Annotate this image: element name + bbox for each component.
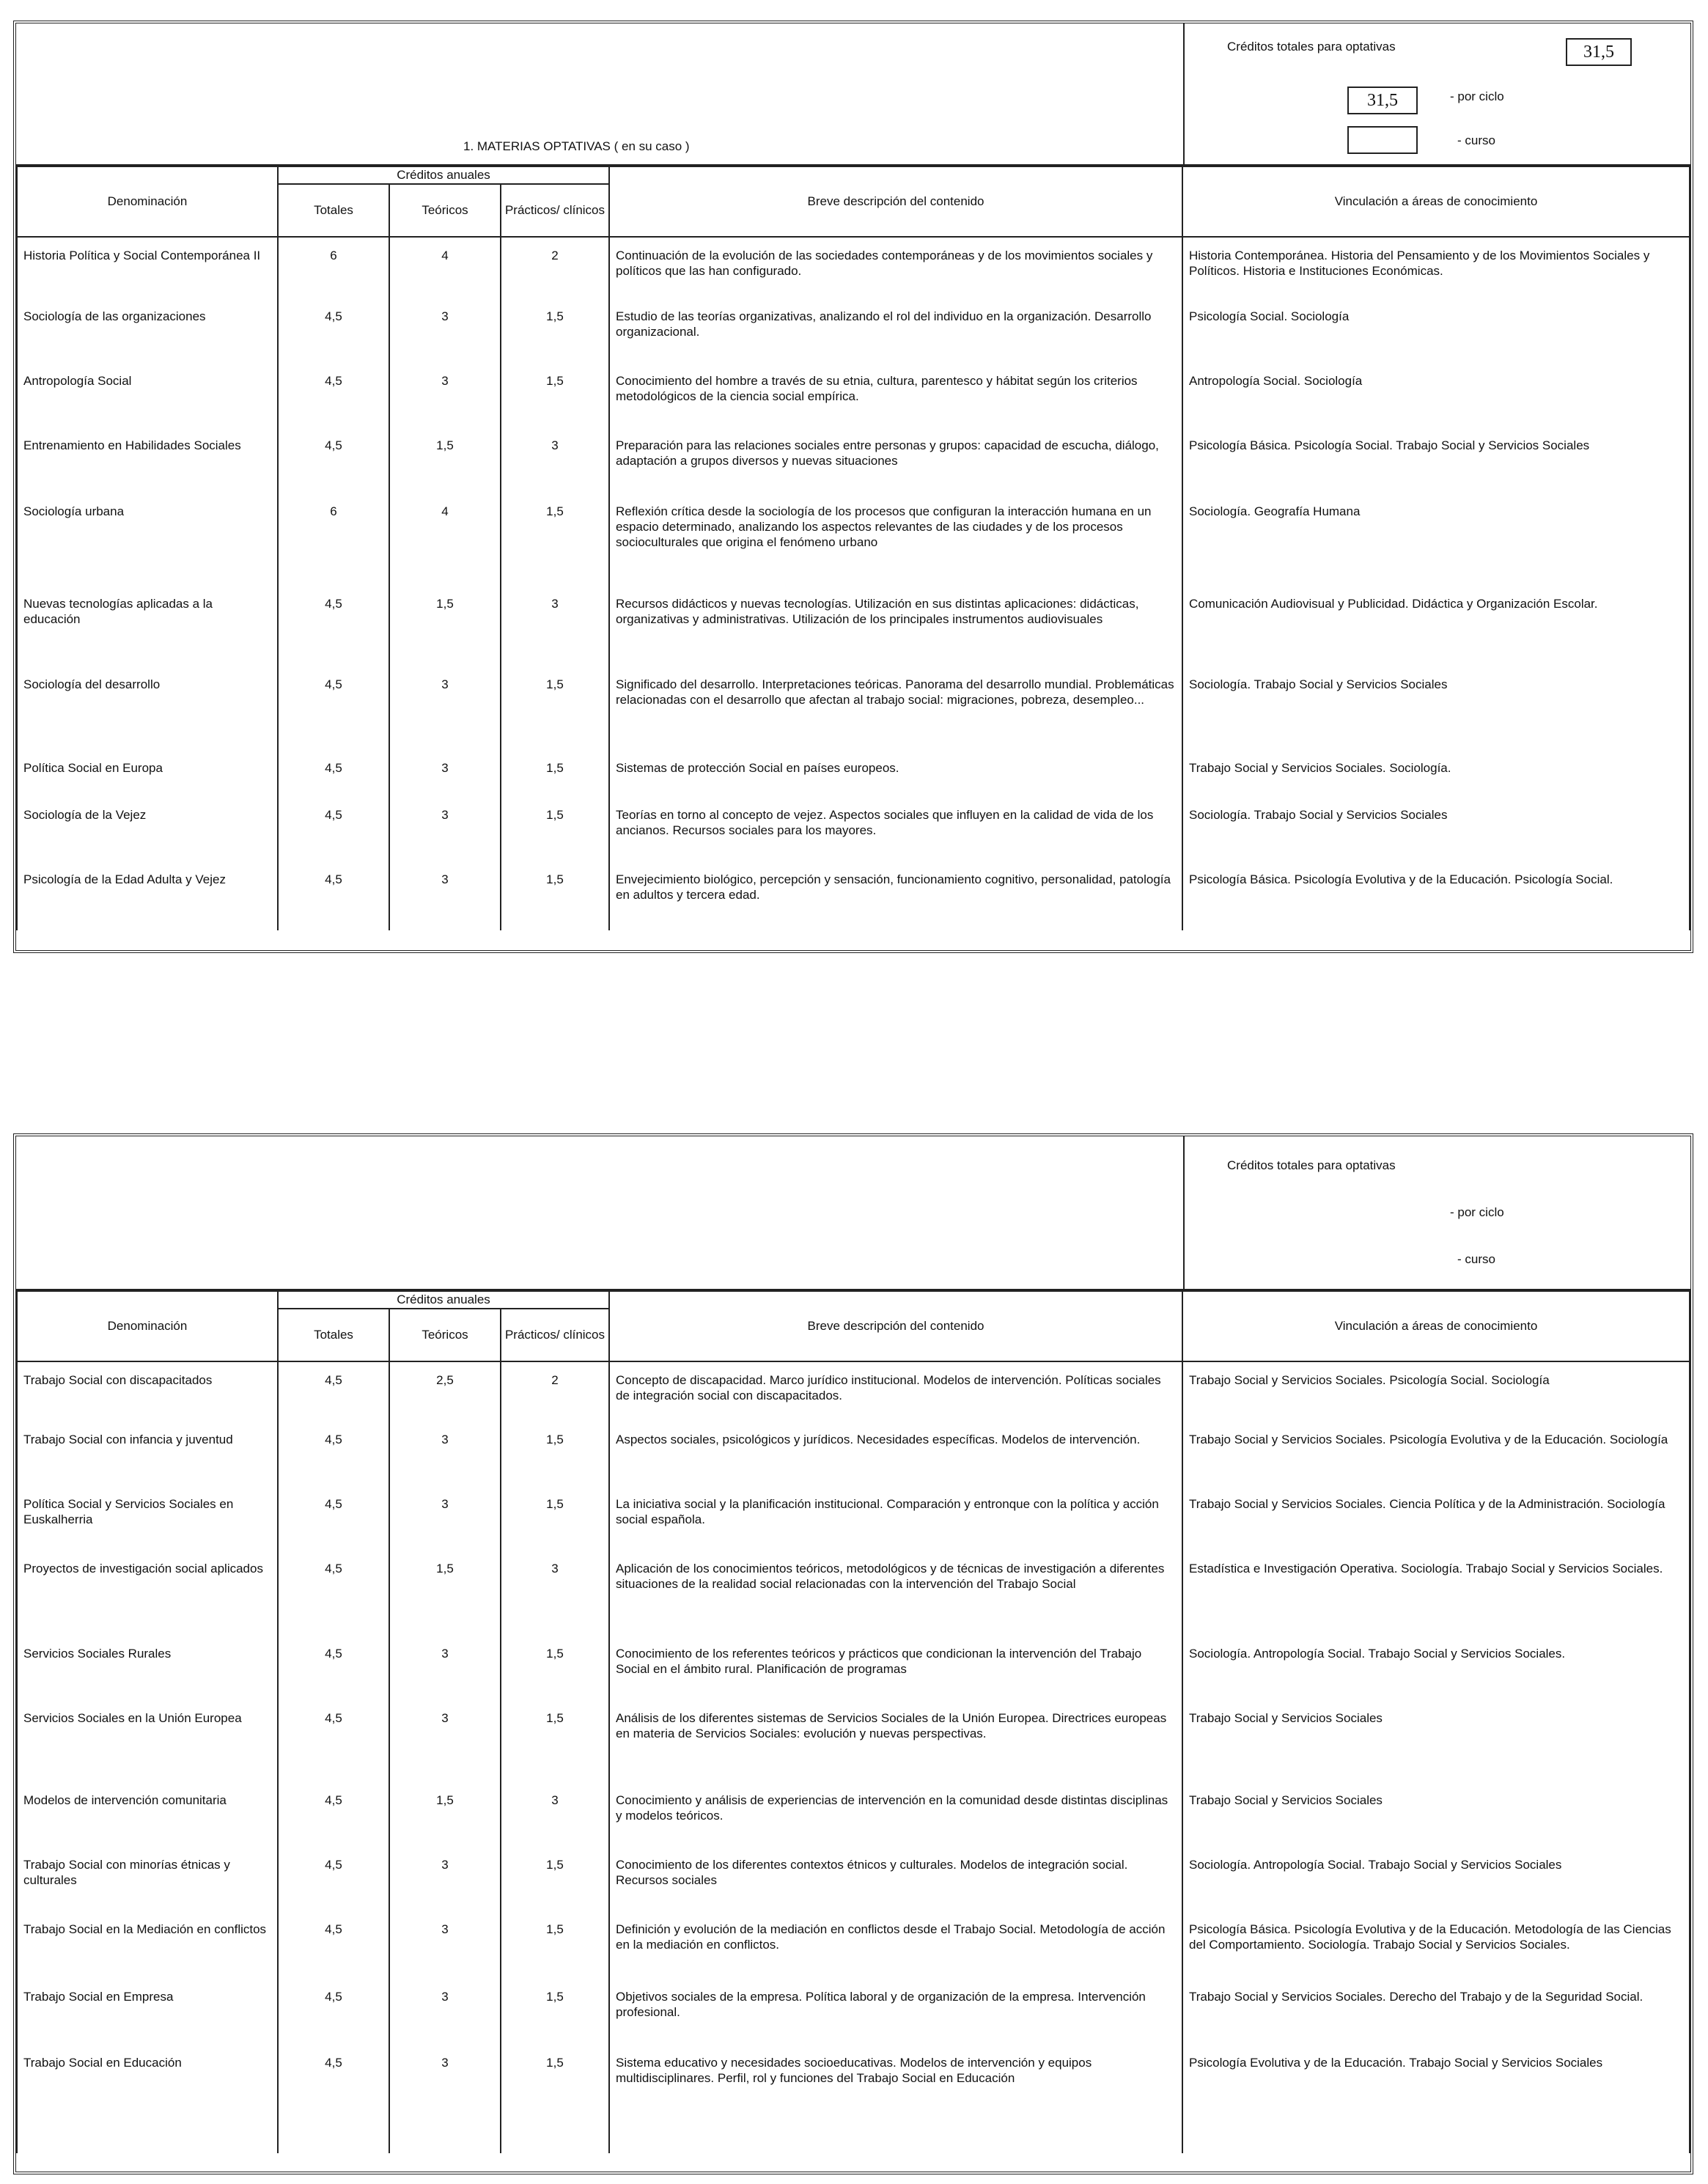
table-row — [17, 803, 1690, 867]
table-row — [17, 1985, 1690, 2051]
descripcion-cell: Envejecimiento biológico, percepción y sensación, funcionamiento cognitivo, personalidad, patología en adultos y tercera edad. — [609, 867, 1182, 930]
descripcion-cell: Análisis de los diferentes sistemas de Servicios Sociales de la Unión Europea. Directrices europeas en materia de Servicios Sociales: evolución y nuevas perspectivas. — [609, 1706, 1182, 1788]
totales-cell: 4,5 — [278, 1427, 389, 1492]
totales-cell: 4,5 — [278, 1361, 389, 1427]
practicos-cell: 1,5 — [501, 867, 609, 930]
table-row — [17, 499, 1690, 592]
curso-label: - curso — [1457, 133, 1495, 147]
curso-box — [1347, 126, 1418, 154]
optativas-table-2 — [13, 1133, 1693, 2174]
table-row — [17, 1641, 1690, 1706]
teoricos-cell: 4 — [389, 237, 501, 304]
descripcion-cell: Reflexión crítica desde la sociología de los procesos que configuran la interacción humana en un espacio determinado, analizando los aspectos relevantes de las ciudades y de los procesos socioculturales que origina el fenómeno urbano — [609, 499, 1182, 592]
practicos-cell: 1,5 — [501, 803, 609, 867]
practicos-cell: 1,5 — [501, 2051, 609, 2153]
teoricos-cell: 3 — [389, 1853, 501, 1917]
por-ciclo-box: 31,5 — [1347, 87, 1418, 114]
descripcion-cell: Sistema educativo y necesidades socioeducativas. Modelos de intervención y equipos multidisciplinares. Perfil, rol y funciones del Trabajo Social en Educación — [609, 2051, 1182, 2153]
vinculacion-cell: Trabajo Social y Servicios Sociales. Derecho del Trabajo y de la Seguridad Social. — [1182, 1985, 1690, 2051]
teoricos-cell: 1,5 — [389, 1556, 501, 1641]
col-creditos-anuales: Créditos anuales — [278, 1291, 609, 1309]
practicos-cell: 1,5 — [501, 1427, 609, 1492]
col-denominacion: Denominación — [17, 1291, 278, 1361]
totales-cell: 4,5 — [278, 1641, 389, 1706]
col-practicos: Prácticos/ clínicos — [501, 184, 609, 237]
totales-cell: 4,5 — [278, 369, 389, 433]
totales-cell: 4,5 — [278, 1706, 389, 1788]
teoricos-cell: 3 — [389, 1492, 501, 1556]
col-vinculacion: Vinculación a áreas de conocimiento — [1182, 1291, 1690, 1361]
teoricos-cell: 3 — [389, 1427, 501, 1492]
creditos-totales-box: 31,5 — [1566, 38, 1632, 66]
vinculacion-cell: Sociología. Antropología Social. Trabajo Social y Servicios Sociales. — [1182, 1641, 1690, 1706]
vinculacion-cell: Psicología Básica. Psicología Evolutiva y de la Educación. Psicología Social. — [1182, 867, 1690, 930]
table-row — [17, 369, 1690, 433]
vinculacion-cell: Trabajo Social y Servicios Sociales. Sociología. — [1182, 756, 1690, 803]
practicos-cell: 2 — [501, 1361, 609, 1427]
vinculacion-cell: Trabajo Social y Servicios Sociales. Psicología Evolutiva y de la Educación. Sociología — [1182, 1427, 1690, 1492]
vinculacion-cell: Sociología. Antropología Social. Trabajo Social y Servicios Sociales — [1182, 1853, 1690, 1917]
descripcion-cell: Aplicación de los conocimientos teóricos, metodológicos y de técnicas de investigación a diferentes situaciones de la realidad social relacionadas con la intervención del Trabajo Social — [609, 1556, 1182, 1641]
teoricos-cell: 3 — [389, 304, 501, 369]
denominacion-cell: Trabajo Social con minorías étnicas y culturales — [17, 1853, 278, 1917]
descripcion-cell: Continuación de la evolución de las sociedades contemporáneas y de los movimientos sociales y políticos que las han configurado. — [609, 237, 1182, 304]
col-teoricos: Teóricos — [389, 184, 501, 237]
denominacion-cell: Política Social y Servicios Sociales en Euskalherria — [17, 1492, 278, 1556]
denominacion-cell: Trabajo Social en la Mediación en conflictos — [17, 1917, 278, 1985]
denominacion-cell: Modelos de intervención comunitaria — [17, 1788, 278, 1853]
practicos-cell: 3 — [501, 1788, 609, 1853]
totales-cell: 4,5 — [278, 1492, 389, 1556]
descripcion-cell: Sistemas de protección Social en países europeos. — [609, 756, 1182, 803]
practicos-cell: 2 — [501, 237, 609, 304]
practicos-cell: 1,5 — [501, 1706, 609, 1788]
totales-cell: 4,5 — [278, 672, 389, 756]
descripcion-cell: Definición y evolución de la mediación en conflictos desde el Trabajo Social. Metodología de acción en la mediación en conflictos. — [609, 1917, 1182, 1985]
practicos-cell: 1,5 — [501, 1853, 609, 1917]
descripcion-cell: Concepto de discapacidad. Marco jurídico institucional. Modelos de intervención. Políticas sociales de integración social con discapacitados. — [609, 1361, 1182, 1427]
vinculacion-cell: Historia Contemporánea. Historia del Pensamiento y de los Movimientos Sociales y Políticos. Historia e Instituciones Económicas. — [1182, 237, 1690, 304]
vinculacion-cell: Trabajo Social y Servicios Sociales. Ciencia Política y de la Administración. Sociología — [1182, 1492, 1690, 1556]
denominacion-cell: Política Social en Europa — [17, 756, 278, 803]
denominacion-cell: Trabajo Social con infancia y juventud — [17, 1427, 278, 1492]
denominacion-cell: Entrenamiento en Habilidades Sociales — [17, 433, 278, 499]
creditos-totales-label: Créditos totales para optativas — [1227, 1158, 1396, 1172]
teoricos-cell: 3 — [389, 1985, 501, 2051]
denominacion-cell: Nuevas tecnologías aplicadas a la educación — [17, 592, 278, 672]
teoricos-cell: 3 — [389, 803, 501, 867]
teoricos-cell: 4 — [389, 499, 501, 592]
col-teoricos: Teóricos — [389, 1309, 501, 1361]
vinculacion-cell: Trabajo Social y Servicios Sociales — [1182, 1706, 1690, 1788]
practicos-cell: 1,5 — [501, 672, 609, 756]
denominacion-cell: Servicios Sociales Rurales — [17, 1641, 278, 1706]
vinculacion-cell: Sociología. Trabajo Social y Servicios Sociales — [1182, 672, 1690, 756]
denominacion-cell: Trabajo Social en Empresa — [17, 1985, 278, 2051]
descripcion-cell: Conocimiento del hombre a través de su etnia, cultura, parentesco y hábitat según los criterios metodológicos de la ciencia social empírica. — [609, 369, 1182, 433]
table-row — [17, 1492, 1690, 1556]
col-descripcion: Breve descripción del contenido — [609, 1291, 1182, 1361]
vinculacion-cell: Antropología Social. Sociología — [1182, 369, 1690, 433]
totales-cell: 4,5 — [278, 867, 389, 930]
descripcion-cell: Teorías en torno al concepto de vejez. Aspectos sociales que influyen en la calidad de vida de los ancianos. Recursos sociales para los mayores. — [609, 803, 1182, 867]
col-denominacion: Denominación — [17, 166, 278, 237]
totales-cell: 6 — [278, 499, 389, 592]
vinculacion-cell: Trabajo Social y Servicios Sociales. Psicología Social. Sociología — [1182, 1361, 1690, 1427]
descripcion-cell: Recursos didácticos y nuevas tecnologías. Utilización en sus distintas aplicaciones: didácticas, organizativas y administrativas. Utilización de los principales instrumentos audiovisuales — [609, 592, 1182, 672]
teoricos-cell: 3 — [389, 369, 501, 433]
vinculacion-cell: Estadística e Investigación Operativa. Sociología. Trabajo Social y Servicios Sociales. — [1182, 1556, 1690, 1641]
denominacion-cell: Trabajo Social con discapacitados — [17, 1361, 278, 1427]
table-row — [17, 756, 1690, 803]
vinculacion-cell: Comunicación Audiovisual y Publicidad. Didáctica y Organización Escolar. — [1182, 592, 1690, 672]
descripcion-cell: Estudio de las teorías organizativas, analizando el rol del individuo en la organización. Desarrollo organizacional. — [609, 304, 1182, 369]
teoricos-cell: 3 — [389, 672, 501, 756]
denominacion-cell: Proyectos de investigación social aplicados — [17, 1556, 278, 1641]
table-1-grid — [16, 166, 1690, 930]
table-row — [17, 1361, 1690, 1427]
por-ciclo-label: - por ciclo — [1450, 1205, 1504, 1219]
col-totales: Totales — [278, 1309, 389, 1361]
teoricos-cell: 2,5 — [389, 1361, 501, 1427]
totales-cell: 4,5 — [278, 1853, 389, 1917]
denominacion-cell: Servicios Sociales en la Unión Europea — [17, 1706, 278, 1788]
practicos-cell: 1,5 — [501, 756, 609, 803]
teoricos-cell: 3 — [389, 867, 501, 930]
denominacion-cell: Trabajo Social en Educación — [17, 2051, 278, 2153]
teoricos-cell: 1,5 — [389, 433, 501, 499]
teoricos-cell: 3 — [389, 2051, 501, 2153]
table-row — [17, 2051, 1690, 2153]
totales-cell: 4,5 — [278, 1788, 389, 1853]
totales-cell: 4,5 — [278, 803, 389, 867]
col-creditos-anuales: Créditos anuales — [278, 166, 609, 184]
totales-cell: 4,5 — [278, 592, 389, 672]
totales-cell: 4,5 — [278, 433, 389, 499]
teoricos-cell: 1,5 — [389, 592, 501, 672]
col-vinculacion: Vinculación a áreas de conocimiento — [1182, 166, 1690, 237]
practicos-cell: 3 — [501, 433, 609, 499]
table-row — [17, 1427, 1690, 1492]
table-1-header-band — [16, 23, 1690, 166]
practicos-cell: 1,5 — [501, 499, 609, 592]
teoricos-cell: 3 — [389, 756, 501, 803]
denominacion-cell: Sociología de la Vejez — [17, 803, 278, 867]
totales-cell: 4,5 — [278, 2051, 389, 2153]
practicos-cell: 1,5 — [501, 1641, 609, 1706]
curso-label: - curso — [1457, 1252, 1495, 1266]
vinculacion-cell: Psicología Básica. Psicología Evolutiva y de la Educación. Metodología de las Ciencias del Comportamiento. Sociología. Trabajo Social y Servicios Sociales. — [1182, 1917, 1690, 1985]
denominacion-cell: Antropología Social — [17, 369, 278, 433]
optativas-table-1 — [13, 21, 1693, 953]
practicos-cell: 1,5 — [501, 369, 609, 433]
totales-cell: 4,5 — [278, 756, 389, 803]
descripcion-cell: Objetivos sociales de la empresa. Política laboral y de organización de la empresa. Intervención profesional. — [609, 1985, 1182, 2051]
practicos-cell: 3 — [501, 1556, 609, 1641]
totales-cell: 6 — [278, 237, 389, 304]
vinculacion-cell: Psicología Evolutiva y de la Educación. Trabajo Social y Servicios Sociales — [1182, 2051, 1690, 2153]
col-practicos: Prácticos/ clínicos — [501, 1309, 609, 1361]
denominacion-cell: Sociología del desarrollo — [17, 672, 278, 756]
col-totales: Totales — [278, 184, 389, 237]
descripcion-cell: Conocimiento de los diferentes contextos étnicos y culturales. Modelos de integración social. Recursos sociales — [609, 1853, 1182, 1917]
totales-cell: 4,5 — [278, 1985, 389, 2051]
descripcion-cell: Conocimiento y análisis de experiencias de intervención en la comunidad desde distintas disciplinas y modelos teóricos. — [609, 1788, 1182, 1853]
creditos-totales-label: Créditos totales para optativas — [1227, 40, 1396, 54]
col-descripcion: Breve descripción del contenido — [609, 166, 1182, 237]
teoricos-cell: 1,5 — [389, 1788, 501, 1853]
table-row — [17, 1788, 1690, 1853]
table-2-header-band — [16, 1136, 1690, 1290]
table-row — [17, 1556, 1690, 1641]
vinculacion-cell: Sociología. Trabajo Social y Servicios Sociales — [1182, 803, 1690, 867]
totales-cell: 4,5 — [278, 1917, 389, 1985]
por-ciclo-label: - por ciclo — [1450, 89, 1504, 103]
table-row — [17, 304, 1690, 369]
table-row — [17, 1706, 1690, 1788]
table-row — [17, 592, 1690, 672]
vinculacion-cell: Psicología Básica. Psicología Social. Trabajo Social y Servicios Sociales — [1182, 433, 1690, 499]
descripcion-cell: La iniciativa social y la planificación institucional. Comparación y entronque con la política y acción social española. — [609, 1492, 1182, 1556]
vinculacion-cell: Trabajo Social y Servicios Sociales — [1182, 1788, 1690, 1853]
teoricos-cell: 3 — [389, 1917, 501, 1985]
teoricos-cell: 3 — [389, 1641, 501, 1706]
practicos-cell: 1,5 — [501, 1985, 609, 2051]
descripcion-cell: Significado del desarrollo. Interpretaciones teóricas. Panorama del desarrollo mundial. Problemáticas relacionadas con el desarrollo que afectan al trabajo social: migraciones, pobreza, desempleo... — [609, 672, 1182, 756]
denominacion-cell: Sociología urbana — [17, 499, 278, 592]
table-row — [17, 1853, 1690, 1917]
practicos-cell: 1,5 — [501, 1917, 609, 1985]
table-row — [17, 867, 1690, 930]
vinculacion-cell: Psicología Social. Sociología — [1182, 304, 1690, 369]
descripcion-cell: Aspectos sociales, psicológicos y jurídicos. Necesidades específicas. Modelos de intervención. — [609, 1427, 1182, 1492]
practicos-cell: 3 — [501, 592, 609, 672]
totales-cell: 4,5 — [278, 304, 389, 369]
denominacion-cell: Psicología de la Edad Adulta y Vejez — [17, 867, 278, 930]
totales-cell: 4,5 — [278, 1556, 389, 1641]
vinculacion-cell: Sociología. Geografía Humana — [1182, 499, 1690, 592]
denominacion-cell: Sociología de las organizaciones — [17, 304, 278, 369]
descripcion-cell: Conocimiento de los referentes teóricos y prácticos que condicionan la intervención del Trabajo Social en el ámbito rural. Planificación de programas — [609, 1641, 1182, 1706]
practicos-cell: 1,5 — [501, 304, 609, 369]
teoricos-cell: 3 — [389, 1706, 501, 1788]
table-title: 1. MATERIAS OPTATIVAS ( en su caso ) — [463, 139, 690, 153]
table-row — [17, 1917, 1690, 1985]
descripcion-cell: Preparación para las relaciones sociales entre personas y grupos: capacidad de escucha, diálogo, adaptación a grupos diversos y nuevas situaciones — [609, 433, 1182, 499]
table-row — [17, 237, 1690, 304]
table-row — [17, 433, 1690, 499]
practicos-cell: 1,5 — [501, 1492, 609, 1556]
denominacion-cell: Historia Política y Social Contemporánea II — [17, 237, 278, 304]
table-row — [17, 672, 1690, 756]
table-2-grid — [16, 1290, 1690, 2153]
